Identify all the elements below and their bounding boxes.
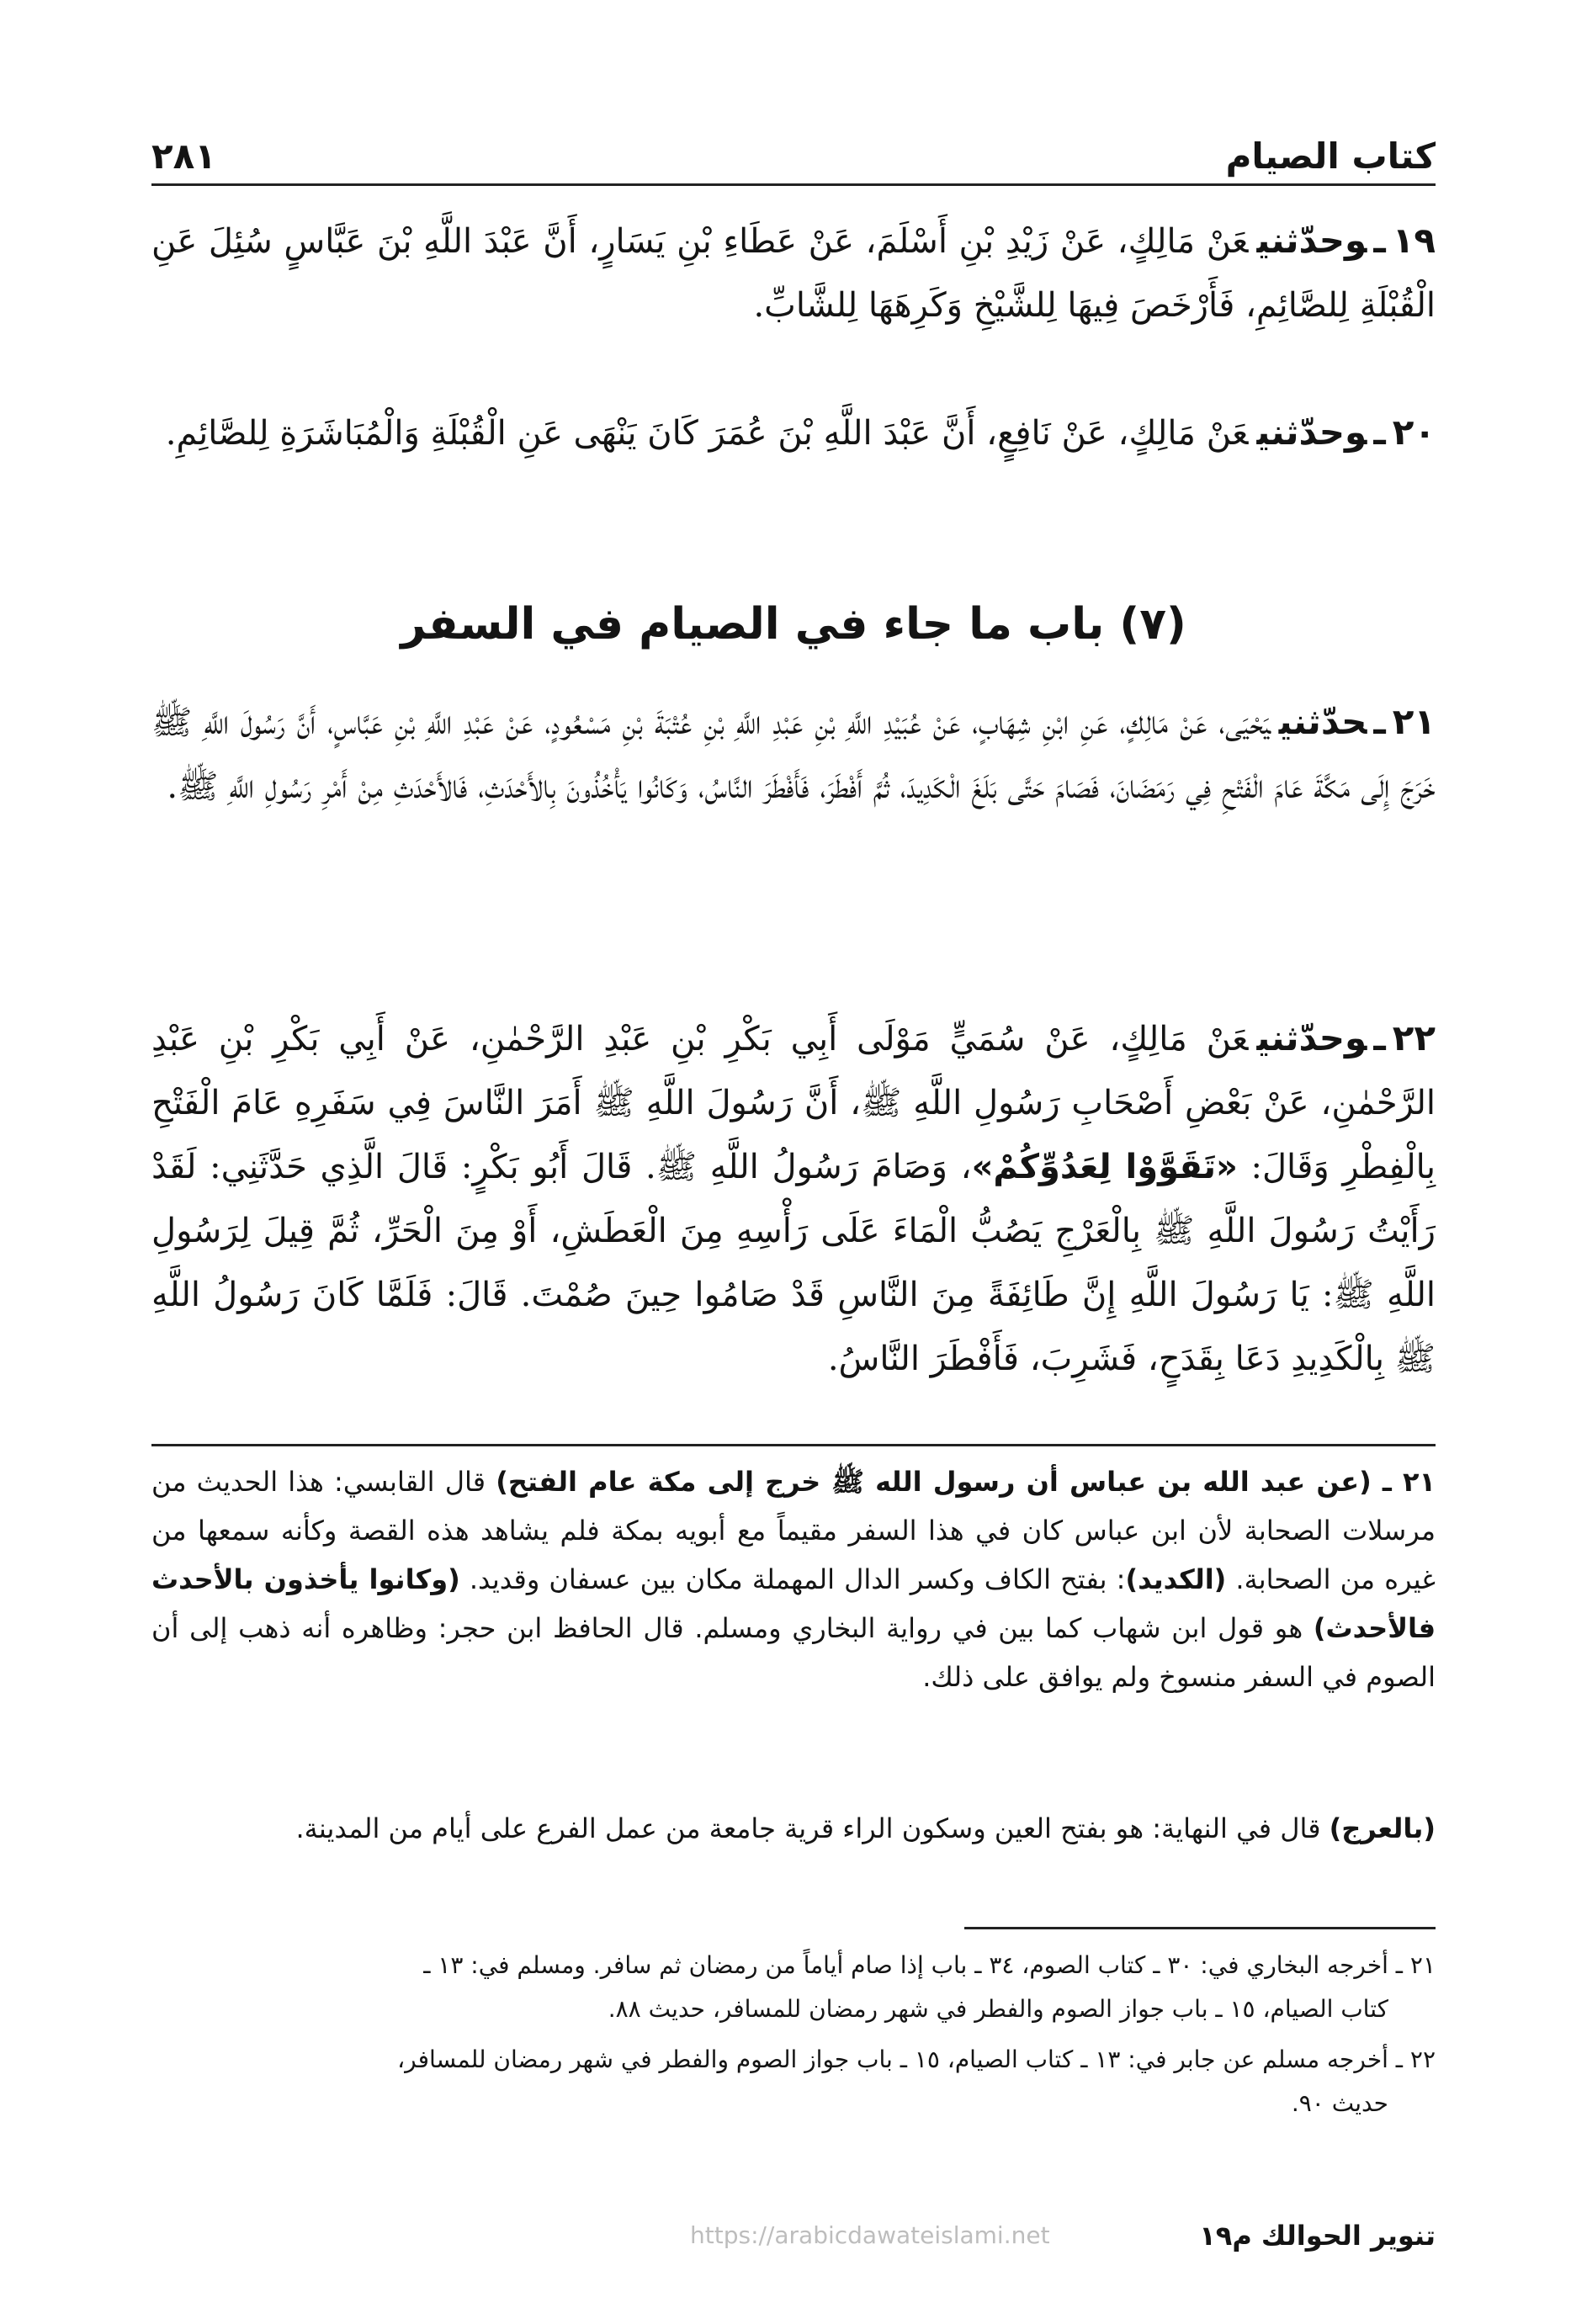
footnote-rule xyxy=(964,1927,1436,1929)
footnote-lead: ٢١ ـ أخرجه البخاري في: ٣٠ ـ كتاب الصوم، ٣٤ ـ باب إذا صام أياماً من رمضان ثم سافر. ومسلم في: ١٣ ـ xyxy=(423,1951,1436,1979)
commentary-rule xyxy=(151,1444,1436,1446)
hadith-text: عَنْ مَالِكٍ، عَنْ نَافِعٍ، أَنَّ عَبْدَ اللَّهِ بْنَ عُمَرَ كَانَ يَنْهَى عَنِ الْقُبْلَةِ وَالْمُبَاشَرَةِ لِلصَّائِمِ. xyxy=(165,414,1249,453)
footnote-lead: ٢٢ ـ أخرجه مسلم عن جابر في: ١٣ ـ كتاب الصيام، ١٥ ـ باب جواز الصوم والفطر في شهر رمضان للمسافر، xyxy=(397,2045,1436,2073)
hadith-number: ٢١ xyxy=(1392,701,1436,742)
commentary-text: قال في النهاية: هو بفتح العين وسكون الراء قرية جامعة من عمل الفرع على أيام من المدينة. xyxy=(295,1812,1321,1844)
footnote-21 xyxy=(151,1944,1436,2031)
hadith-22: ٢٢ـوحدّثنيعَنْ مَالِكٍ، عَنْ سُمَيٍّ مَوْلَى أَبِي بَكْرِ بْنِ عَبْدِ الرَّحْمٰنِ، عَنْ أَبِي بَكْرِ بْنِ عَبْدِ الرَّحْمٰنِ، عَنْ بَعْضِ أَصْحَابِ رَسُولِ اللَّهِ ﷺ، أَنَّ رَسُولَ اللَّهِ ﷺ أَمَرَ النَّاسَ فِي سَفَرِهِ عَامَ الْفَتْحِ بِالْفِطْرِ وَقَالَ: «تَقَوَّوْا لِعَدُوِّكُمْ»، وَصَامَ رَسُولُ اللَّهِ ﷺ. قَالَ أَبُو بَكْرٍ: قَالَ الَّذِي حَدَّثَنِي: لَقَدْ رَأَيْتُ رَسُولَ اللَّهِ ﷺ بِالْعَرْجِ يَصُبُّ الْمَاءَ عَلَى رَأْسِهِ مِنَ الْعَطَشِ، أَوْ مِنَ الْحَرِّ، ثُمَّ قِيلَ لِرَسُولِ اللَّهِ ﷺ: يَا رَسُولَ اللَّهِ إِنَّ طَائِفَةً مِنَ النَّاسِ قَدْ صَامُوا حِينَ صُمْتَ. قَالَ: فَلَمَّا كَانَ رَسُولُ اللَّهِ ﷺ بِالْكَدِيدِ دَعَا بِقَدَحٍ، فَشَرِبَ، فَأَفْطَرَ النَّاسُ. xyxy=(151,1017,1436,1378)
hadith-keyword: وحدّثني xyxy=(1256,1017,1367,1059)
footnote-continuation: حديث ٩٠. xyxy=(1291,2089,1388,2117)
hadith-text: عَنْ مَالِكٍ، عَنْ سُمَيٍّ مَوْلَى أَبِي بَكْرِ بْنِ عَبْدِ الرَّحْمٰنِ، عَنْ أَبِي بَكْرِ بْنِ عَبْدِ الرَّحْمٰنِ، عَنْ بَعْضِ أَصْحَابِ رَسُولِ اللَّهِ ﷺ، أَنَّ رَسُولَ اللَّهِ ﷺ أَمَرَ النَّاسَ فِي سَفَرِهِ عَامَ الْفَتْحِ بِالْفِطْرِ وَقَالَ: xyxy=(151,1020,1436,1186)
hadith-keyword: وحدّثني xyxy=(1256,411,1367,453)
footnote-continuation: كتاب الصيام، ١٥ ـ باب جواز الصوم والفطر في شهر رمضان للمسافر، حديث ٨٨. xyxy=(608,1995,1388,2023)
commentary-text: هو قول ابن شهاب كما بين في رواية البخاري ومسلم. قال الحافظ ابن حجر: وظاهره أنه ذهب إلى أن الصوم في السفر منسوخ ولم يوافق على ذلك. xyxy=(151,1612,1436,1693)
commentary-term: (عن عبد الله بن عباس أن رسول الله ﷺ خرج إلى مكة عام الفتح) xyxy=(496,1466,1372,1498)
hadith-text-continued: ، وَصَامَ رَسُولُ اللَّهِ ﷺ. قَالَ أَبُو بَكْرٍ: قَالَ الَّذِي حَدَّثَنِي: لَقَدْ رَأَيْتُ رَسُولَ اللَّهِ ﷺ بِالْعَرْجِ يَصُبُّ الْمَاءَ عَلَى رَأْسِهِ مِنَ الْعَطَشِ، أَوْ مِنَ الْحَرِّ، ثُمَّ قِيلَ لِرَسُولِ اللَّهِ ﷺ: يَا رَسُولَ اللَّهِ إِنَّ طَائِفَةً مِنَ النَّاسِ قَدْ صَامُوا حِينَ صُمْتَ. قَالَ: فَلَمَّا كَانَ رَسُولُ اللَّهِ ﷺ بِالْكَدِيدِ دَعَا بِقَدَحٍ، فَشَرِبَ، فَأَفْطَرَ النَّاسُ. xyxy=(151,1148,1436,1378)
hadith-keyword: حدّثني xyxy=(1278,701,1367,742)
commentary-term: (وكانوا يأخذون بالأحدث فالأحدث) xyxy=(151,1563,1436,1644)
hadith-quote: «تَقَوَّوْا لِعَدُوِّكُمْ» xyxy=(971,1148,1238,1186)
commentary-paragraph-2 xyxy=(151,1804,1436,1853)
commentary-text: قال القابسي: هذا الحديث من مرسلات الصحابة لأن ابن عباس كان في هذا السفر مقيماً مع أبويه بمكة فلم يشاهد هذه القصة وكأنه سمعها من غيره من الصحابة. xyxy=(151,1466,1436,1595)
hadith-text: يَحْيَى، عَنْ مَالِكٍ، عَنِ ابْنِ شِهَابٍ، عَنْ عُبَيْدِ اللَّهِ بْنِ عَبْدِ اللَّهِ بْنِ عُتْبَةَ بْنِ مَسْعُودٍ، عَنْ عَبْدِ اللَّهِ بْنِ عَبَّاسٍ، أَنَّ رَسُولَ اللَّهِ ﷺ خَرَجَ إِلَى مَكَّةَ عَامَ الْفَتْحِ فِي رَمَضَانَ، فَصَامَ حَتَّى بَلَغَ الْكَدِيدَ، ثُمَّ أَفْطَرَ، فَأَفْطَرَ النَّاسُ، وَكَانُوا يَأْخُذُونَ بِالأَحْدَثِ، فَالأَحْدَثِ مِنْ أَمْرِ رَسُولِ اللَّهِ ﷺ. xyxy=(151,703,1436,806)
hadith-text: عَنْ مَالِكٍ، عَنْ زَيْدِ بْنِ أَسْلَمَ، عَنْ عَطَاءِ بْنِ يَسَارٍ، أَنَّ عَبْدَ اللَّهِ بْنَ عَبَّاسٍ سُئِلَ عَنِ الْقُبْلَةِ لِلصَّائِمِ، فَأَرْخَصَ فِيهَا لِلشَّيْخِ وَكَرِهَهَا لِلشَّابِّ. xyxy=(151,222,1436,325)
chapter-heading: (٧) باب ما جاء في الصيام في السفر xyxy=(401,599,1186,650)
commentary-term: (بالعرج) xyxy=(1329,1812,1436,1844)
running-header xyxy=(151,118,1436,177)
watermark-url: https://arabicdawateislami.net xyxy=(690,2221,1050,2249)
hadith-number: ٢٠ xyxy=(1392,411,1436,453)
signature-mark: تنوير الحوالك م١٩ xyxy=(1199,2220,1436,2252)
header-rule xyxy=(151,183,1436,186)
page-number: ٢٨١ xyxy=(151,135,216,177)
commentary-text: : بفتح الكاف وكسر الدال المهملة مكان بين عسفان وقديد. xyxy=(469,1563,1126,1595)
hadith-19: ١٩ـوحدّثنيعَنْ مَالِكٍ، عَنْ زَيْدِ بْنِ أَسْلَمَ، عَنْ عَطَاءِ بْنِ يَسَارٍ، أَنَّ عَبْدَ اللَّهِ بْنَ عَبَّاسٍ سُئِلَ عَنِ الْقُبْلَةِ لِلصَّائِمِ، فَأَرْخَصَ فِيهَا لِلشَّيْخِ وَكَرِهَهَا لِلشَّابِّ. xyxy=(151,220,1436,325)
hadith-keyword: وحدّثني xyxy=(1256,220,1367,261)
hadith-number: ١٩ xyxy=(1392,220,1436,261)
hadith-21: ٢١ـحدّثنييَحْيَى، عَنْ مَالِكٍ، عَنِ ابْنِ شِهَابٍ، عَنْ عُبَيْدِ اللَّهِ بْنِ عَبْدِ اللَّهِ بْنِ عُتْبَةَ بْنِ مَسْعُودٍ، عَنْ عَبْدِ اللَّهِ بْنِ عَبَّاسٍ، أَنَّ رَسُولَ اللَّهِ ﷺ خَرَجَ إِلَى مَكَّةَ عَامَ الْفَتْحِ فِي رَمَضَانَ، فَصَامَ حَتَّى بَلَغَ الْكَدِيدَ، ثُمَّ أَفْطَرَ، فَأَفْطَرَ النَّاسُ، وَكَانُوا يَأْخُذُونَ بِالأَحْدَثِ، فَالأَحْدَثِ مِنْ أَمْرِ رَسُولِ اللَّهِ ﷺ. xyxy=(151,701,1436,806)
commentary-paragraph-1: ٢١ ـ (عن عبد الله بن عباس أن رسول الله ﷺ خرج إلى مكة عام الفتح) قال القابسي: هذا الحديث من مرسلات الصحابة لأن ابن عباس كان في هذا السفر مقيماً مع أبويه بمكة فلم يشاهد هذه القصة وكأنه سمعها من غيره من الصحابة. (الكديد): بفتح الكاف وكسر الدال المهملة مكان بين عسفان وقديد. (وكانوا يأخذون بالأحدث فالأحدث) هو قول ابن شهاب كما بين في رواية البخاري ومسلم. قال الحافظ ابن حجر: وظاهره أنه ذهب إلى أن الصوم في السفر منسوخ ولم يوافق على ذلك. xyxy=(151,1466,1436,1693)
commentary-term: (الكديد) xyxy=(1125,1563,1227,1595)
hadith-20: ٢٠ـوحدّثنيعَنْ مَالِكٍ، عَنْ نَافِعٍ، أَنَّ عَبْدَ اللَّهِ بْنَ عُمَرَ كَانَ يَنْهَى عَنِ الْقُبْلَةِ وَالْمُبَاشَرَةِ لِلصَّائِمِ. xyxy=(165,411,1436,453)
commentary-number: ٢١ xyxy=(1402,1466,1436,1498)
book-section-title: كتاب الصيام xyxy=(1225,135,1436,177)
hadith-number: ٢٢ xyxy=(1392,1017,1436,1059)
footnote-22 xyxy=(151,2038,1436,2125)
